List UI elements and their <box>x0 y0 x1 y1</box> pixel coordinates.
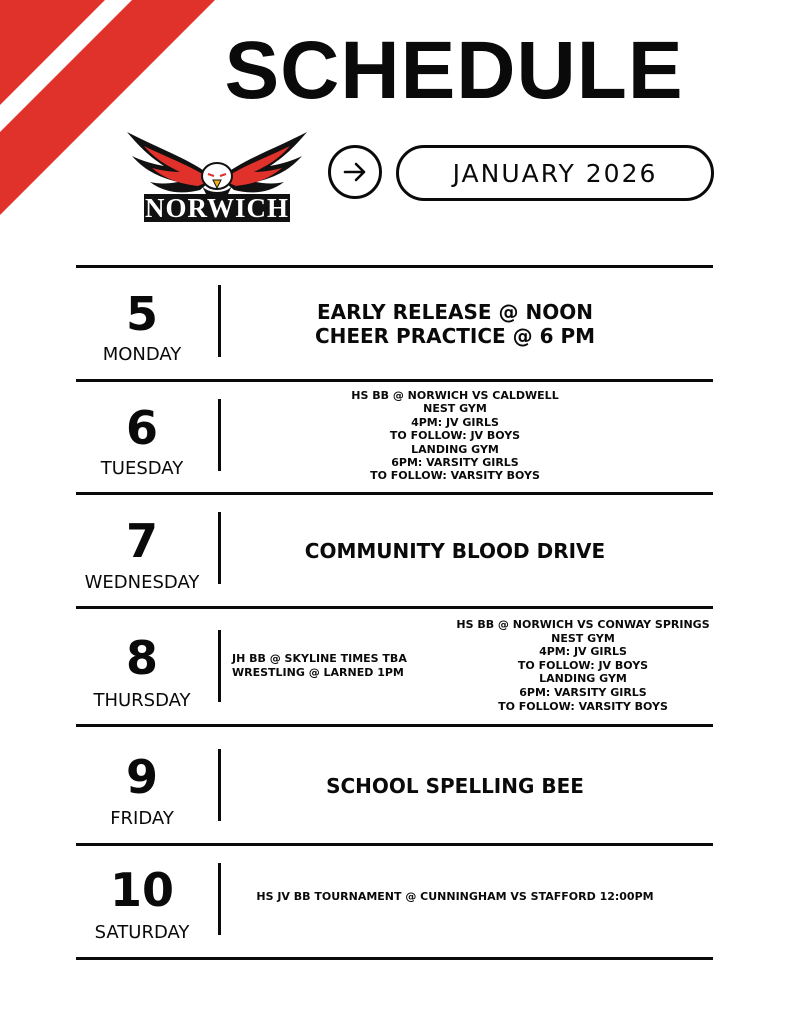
event-list <box>222 300 688 348</box>
event-line: NEST GYM <box>423 402 487 416</box>
day-name: WEDNESDAY <box>84 572 200 593</box>
event-line: HS JV BB TOURNAMENT @ CUNNINGHAM VS STAFFORD 12:00PM <box>256 890 654 903</box>
logo-text: NORWICH <box>144 193 290 223</box>
event-line: TO FOLLOW: VARSITY BOYS <box>370 469 540 483</box>
event-line: TO FOLLOW: JV BOYS <box>517 658 649 672</box>
eagle-logo-icon <box>122 120 312 230</box>
event-line: CHEER PRACTICE @ 6 PM <box>314 324 596 348</box>
event-line: HS BB @ NORWICH VS CALDWELL <box>351 389 559 402</box>
row-divider <box>76 606 713 609</box>
event-list <box>222 890 688 903</box>
event-line: EARLY RELEASE @ NOON <box>316 300 594 324</box>
page-title: SCHEDULE <box>224 25 684 116</box>
day-number: 10 <box>109 863 174 917</box>
event-line: NEST GYM <box>551 631 615 645</box>
event-line: LANDING GYM <box>411 442 499 456</box>
column-divider <box>218 749 221 821</box>
row-divider <box>76 957 713 960</box>
day-name: SATURDAY <box>94 922 190 943</box>
event-line: 4PM: JV GIRLS <box>539 645 627 659</box>
event-line: WRESTLING @ LARNED 1PM <box>232 666 404 679</box>
event-line: 6PM: VARSITY GIRLS <box>391 456 519 470</box>
day-number: 5 <box>125 287 158 341</box>
event-line: LANDING GYM <box>539 672 627 686</box>
day-number: 6 <box>125 401 158 455</box>
event-line: SCHOOL SPELLING BEE <box>326 774 584 798</box>
event-list <box>222 539 688 563</box>
event-line: COMMUNITY BLOOD DRIVE <box>304 539 606 563</box>
column-divider <box>218 863 221 935</box>
row-divider <box>76 724 713 727</box>
column-divider <box>218 285 221 357</box>
day-number: 9 <box>125 750 158 804</box>
event-line: 6PM: VARSITY GIRLS <box>519 685 647 699</box>
day-name: MONDAY <box>102 344 182 365</box>
arrow-button[interactable] <box>328 145 382 199</box>
day-name: TUESDAY <box>100 458 184 479</box>
row-divider <box>76 843 713 846</box>
event-line: 4PM: JV GIRLS <box>411 415 499 429</box>
row-divider <box>76 265 713 268</box>
event-line: HS BB @ NORWICH VS CONWAY SPRINGS <box>456 618 710 631</box>
row-divider <box>76 492 713 495</box>
column-divider <box>218 630 221 702</box>
event-line: TO FOLLOW: VARSITY BOYS <box>498 699 668 713</box>
event-line: TO FOLLOW: JV BOYS <box>389 429 521 443</box>
day-name: FRIDAY <box>110 808 174 829</box>
column-divider <box>218 512 221 584</box>
day-name: THURSDAY <box>93 690 191 711</box>
event-line: JH BB @ SKYLINE TIMES TBA <box>232 652 407 665</box>
day-number: 8 <box>125 631 158 685</box>
event-list <box>222 774 688 798</box>
month-label: JANUARY 2026 <box>396 145 714 201</box>
column-divider <box>218 399 221 471</box>
row-divider <box>76 379 713 382</box>
day-number: 7 <box>125 514 158 568</box>
arrow-right-icon <box>342 159 368 185</box>
event-list-left <box>232 652 436 680</box>
event-list <box>222 389 688 483</box>
event-list-right <box>436 618 730 713</box>
